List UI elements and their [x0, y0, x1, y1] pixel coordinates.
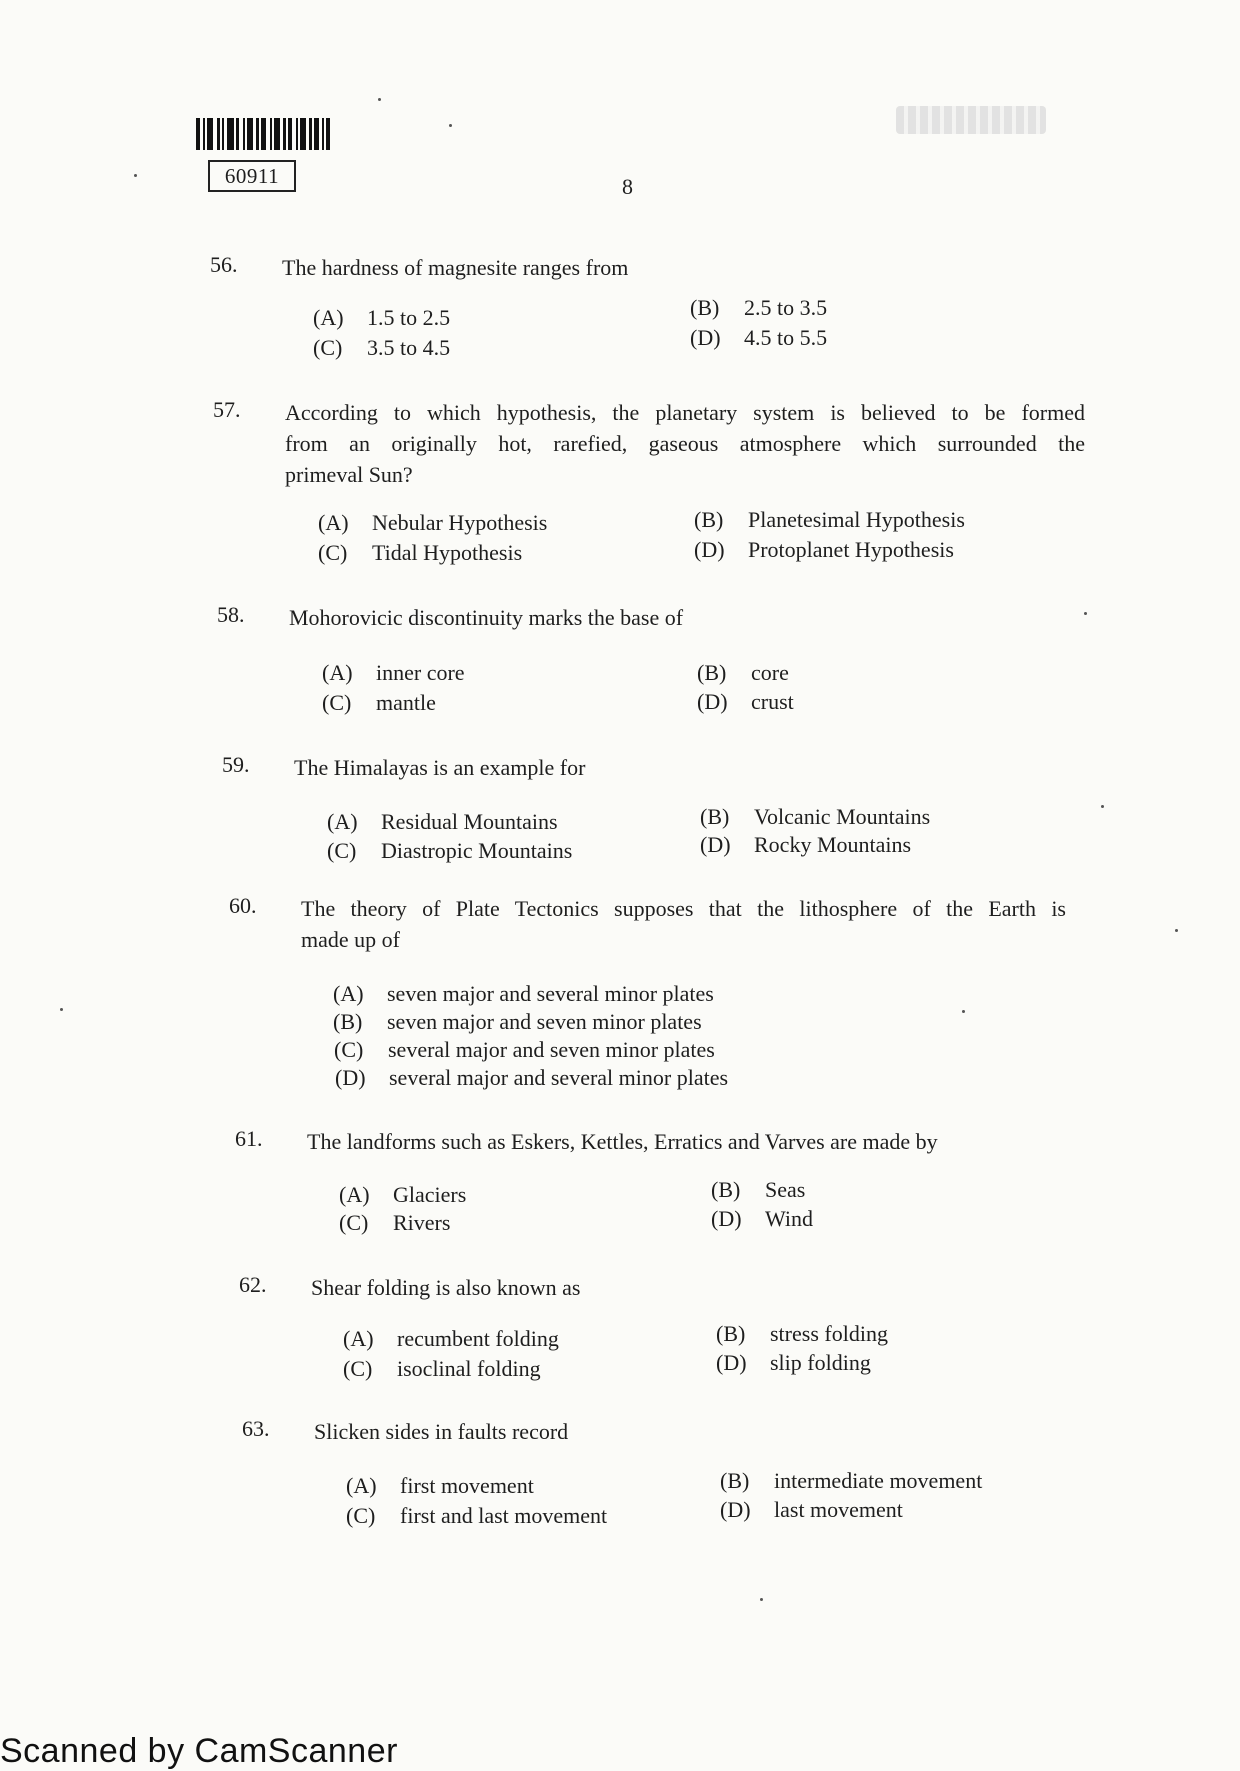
scan-smudge — [896, 106, 1046, 134]
option-57-b[interactable]: (B) Planetesimal Hypothesis — [694, 507, 965, 532]
option-63-d[interactable]: (D) last movement — [720, 1497, 903, 1522]
question-62 — [239, 1272, 1119, 1312]
option-56-b[interactable]: (B) 2.5 to 3.5 — [690, 295, 828, 320]
paper-code: 60911 — [208, 160, 296, 192]
option-62-d[interactable]: (D) slip folding — [716, 1350, 871, 1375]
question-number: 57. — [213, 397, 241, 422]
option-59-a[interactable]: (A) Residual Mountains — [327, 809, 558, 834]
question-number: 56. — [210, 252, 238, 277]
option-61-c[interactable]: (C) Rivers — [339, 1210, 451, 1235]
option-56-a[interactable]: (A) 1.5 to 2.5 — [313, 305, 451, 330]
option-62-a[interactable]: (A) recumbent folding — [343, 1326, 559, 1351]
scanner-watermark: Scanned by CamScanner — [0, 1732, 398, 1770]
question-number: 62. — [239, 1272, 267, 1297]
question-text: The hardness of magnesite ranges from — [282, 255, 629, 280]
scan-speck — [134, 174, 137, 177]
option-63-b[interactable]: (B) intermediate movement — [720, 1468, 983, 1493]
option-59-c[interactable]: (C) Diastropic Mountains — [327, 838, 573, 863]
scan-speck — [760, 1598, 763, 1601]
option-56-c[interactable]: (C) 3.5 to 4.5 — [313, 335, 451, 360]
option-61-d[interactable]: (D) Wind — [711, 1206, 813, 1231]
option-58-a[interactable]: (A) inner core — [322, 660, 465, 685]
option-58-c[interactable]: (C) mantle — [322, 690, 436, 715]
scan-speck — [449, 124, 452, 127]
option-60-c[interactable]: (C) several major and seven minor plates — [334, 1037, 715, 1062]
barcode-icon — [196, 118, 356, 150]
option-63-a[interactable]: (A) first movement — [346, 1473, 534, 1498]
question-text: The landforms such as Eskers, Kettles, Erratics and Varves are made by — [307, 1129, 938, 1154]
option-61-a[interactable]: (A) Glaciers — [339, 1182, 467, 1207]
question-57 — [213, 397, 1093, 497]
question-number: 60. — [229, 893, 257, 918]
question-number: 63. — [242, 1416, 270, 1441]
question-number: 58. — [217, 602, 245, 627]
option-61-b[interactable]: (B) Seas — [711, 1177, 806, 1202]
option-60-b[interactable]: (B) seven major and seven minor plates — [333, 1009, 702, 1034]
option-56-d[interactable]: (D) 4.5 to 5.5 — [690, 325, 828, 350]
question-number: 61. — [235, 1126, 263, 1151]
question-text: The theory of Plate Tectonics supposes that the lithosphere of the Earth is made up of — [301, 896, 1066, 952]
option-60-a[interactable]: (A) seven major and several minor plates — [333, 981, 714, 1006]
question-text: The Himalayas is an example for — [294, 755, 586, 780]
question-63 — [242, 1416, 1122, 1456]
option-62-b[interactable]: (B) stress folding — [716, 1321, 888, 1346]
question-56 — [210, 252, 1110, 292]
option-59-d[interactable]: (D) Rocky Mountains — [700, 832, 912, 857]
page-number: 8 — [622, 174, 633, 199]
option-59-b[interactable]: (B) Volcanic Mountains — [700, 804, 931, 829]
option-63-c[interactable]: (C) first and last movement — [346, 1503, 608, 1528]
option-58-b[interactable]: (B) core — [697, 660, 789, 685]
option-57-d[interactable]: (D) Protoplanet Hypothesis — [694, 537, 954, 562]
option-57-a[interactable]: (A) Nebular Hypothesis — [318, 510, 548, 535]
question-61 — [235, 1126, 1115, 1166]
scan-speck — [378, 98, 381, 101]
question-number: 59. — [222, 752, 250, 777]
option-62-c[interactable]: (C) isoclinal folding — [343, 1356, 541, 1381]
question-59 — [222, 752, 1102, 792]
question-text: Mohorovicic discontinuity marks the base of — [289, 605, 684, 630]
question-text: Slicken sides in faults record — [314, 1419, 569, 1444]
scan-speck — [962, 1010, 965, 1013]
scan-speck — [1101, 805, 1104, 808]
option-58-d[interactable]: (D) crust — [697, 689, 794, 714]
question-58 — [217, 602, 1097, 642]
scan-speck — [1175, 929, 1178, 932]
option-60-d[interactable]: (D) several major and several minor plates — [335, 1065, 729, 1090]
scan-speck — [1084, 612, 1087, 615]
scan-speck — [60, 1008, 63, 1011]
question-text: According to which hypothesis, the planetary system is believed to be formed from an originally hot, rarefied, gaseous atmosphere which surrounded the primeval Sun? — [285, 400, 1085, 487]
question-text: Shear folding is also known as — [311, 1275, 581, 1300]
question-60 — [229, 893, 1109, 963]
option-57-c[interactable]: (C) Tidal Hypothesis — [318, 540, 523, 565]
